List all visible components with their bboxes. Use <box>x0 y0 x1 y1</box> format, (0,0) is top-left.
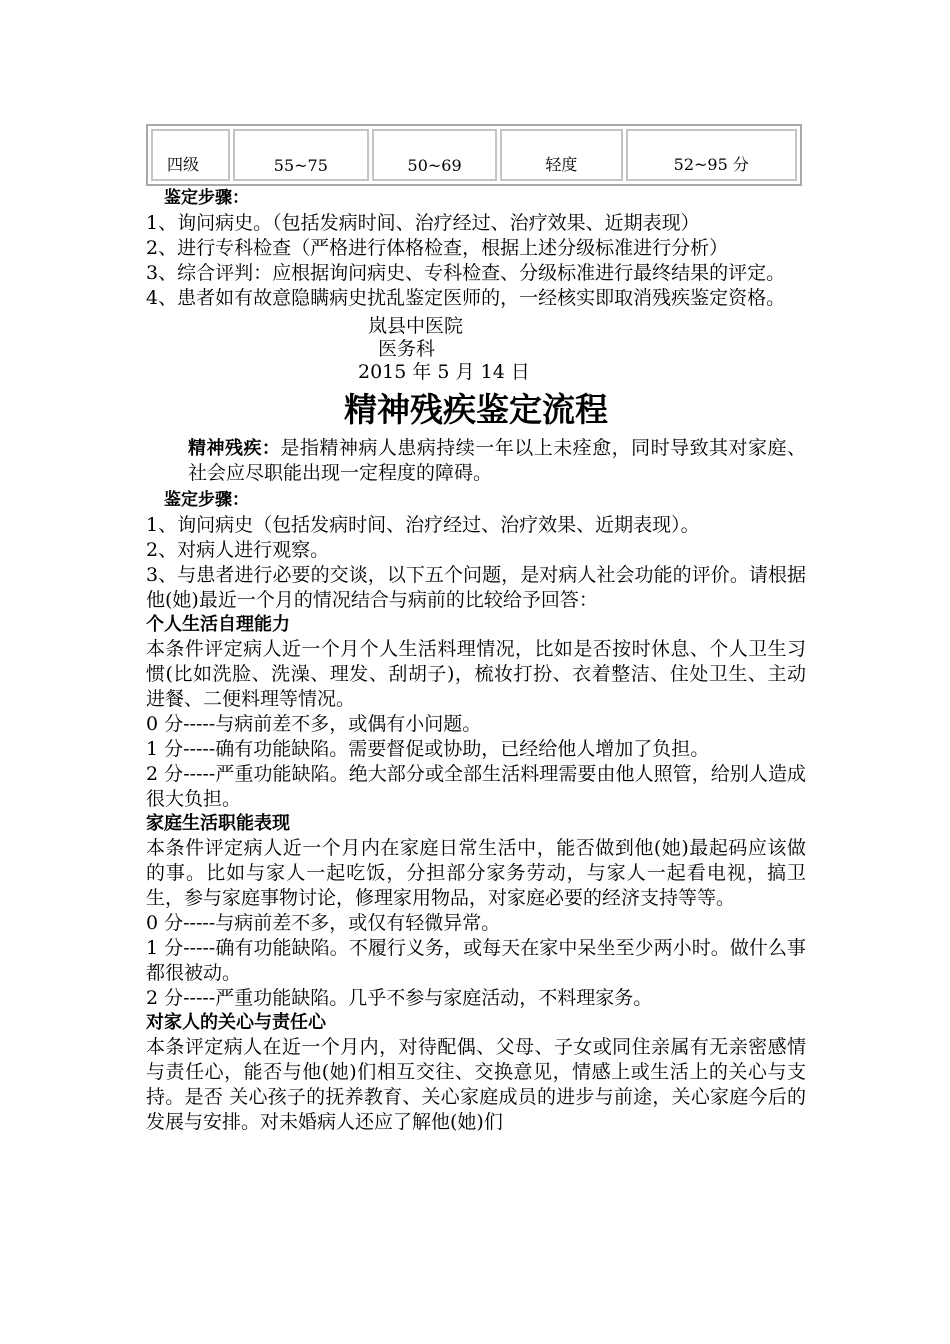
signature-block <box>146 315 806 384</box>
signature-dept: 医务科 <box>378 338 436 360</box>
definition-term: 精神残疾： <box>188 438 281 459</box>
score-item: 0 分-----与病前差不多，或仅有轻微异常。 <box>146 912 501 934</box>
table-row <box>151 129 797 181</box>
score-item: 2 分-----严重功能缺陷。几乎不参与家庭活动，不料理家务。 <box>146 987 653 1009</box>
page-title: 精神残疾鉴定流程 <box>344 390 608 429</box>
section-heading: 家庭生活职能表现 <box>146 813 290 834</box>
step-item: 3、与患者进行必要的交谈，以下五个问题，是对病人社会功能的评价。请根据他(她)最近一个月的情况结合与病前的比较给予回答： <box>146 564 806 611</box>
section-heading: 对家人的关心与责任心 <box>146 1012 326 1033</box>
signature-org: 岚县中医院 <box>368 315 464 337</box>
step-item: 1、询问病史。（包括发病时间、治疗经过、治疗效果、近期表现） <box>146 212 700 234</box>
section-desc: 本条件评定病人近一个月内在家庭日常生活中，能否做到他(她)最起码应该做的事。比如与家人一起吃饭，分担部分家务劳动，与家人一起看电视，搞卫生，参与家庭事物讨论，修理家用物品，对家庭必要的经济支持等等。 <box>146 837 806 909</box>
step-item: 2、对病人进行观察。 <box>146 539 330 561</box>
step-item: 4、患者如有故意隐瞒病史扰乱鉴定医师的，一经核实即取消残疾鉴定资格。 <box>146 287 786 309</box>
score-item: 2 分-----严重功能缺陷。绝大部分或全部生活料理需要由他人照管，给别人造成很大负担。 <box>146 763 806 810</box>
table-cell: 55~75 <box>233 129 369 181</box>
table-cell: 50~69 <box>372 129 497 181</box>
section-desc: 本条件评定病人近一个月个人生活料理情况，比如是否按时休息、个人卫生习惯(比如洗脸、洗澡、理发、刮胡子)，梳妆打扮、衣着整洁、住处卫生、主动进餐、二便料理等情况。 <box>146 638 806 710</box>
definition <box>146 436 806 486</box>
grade-table <box>146 124 802 186</box>
table-cell: 四级 <box>151 129 230 181</box>
score-item: 1 分-----确有功能缺陷。不履行义务，或每天在家中呆坐至少两小时。做什么事都很被动。 <box>146 937 806 984</box>
section-heading: 个人生活自理能力 <box>146 614 290 635</box>
signature-date: 2015 年 5 月 14 日 <box>358 361 530 383</box>
document-page <box>146 124 806 1135</box>
steps-heading: 鉴定步骤： <box>164 188 249 208</box>
step-item: 3、综合评判：应根据询问病史、专科检查、分级标准进行最终结果的评定。 <box>146 262 786 284</box>
table-cell: 52~95 分 <box>626 129 797 181</box>
steps-heading: 鉴定步骤： <box>164 490 249 510</box>
score-item: 1 分-----确有功能缺陷。需要督促或协助，已经给他人增加了负担。 <box>146 738 710 760</box>
table-cell: 轻度 <box>500 129 622 181</box>
score-item: 0 分-----与病前差不多，或偶有小问题。 <box>146 713 482 735</box>
step-item: 2、进行专科检查（严格进行体格检查，根据上述分级标准进行分析） <box>146 237 729 259</box>
definition-text: 是指精神病人患病持续一年以上未痊愈，同时导致其对家庭、社会应尽职能出现一定程度的障碍。 <box>188 437 806 484</box>
step-item: 1、询问病史（包括发病时间、治疗经过、治疗效果、近期表现）。 <box>146 514 700 536</box>
section-desc: 本条评定病人在近一个月内，对待配偶、父母、子女或同住亲属有无亲密感情与责任心，能否与他(她)们相互交往、交换意见，情感上或生活上的关心与支持。是否 关心孩子的抚养教育、关心家庭成员的进步与前途，关心家庭今后的发展与安排。对未婚病人还应了解他(她)们 <box>146 1036 806 1133</box>
